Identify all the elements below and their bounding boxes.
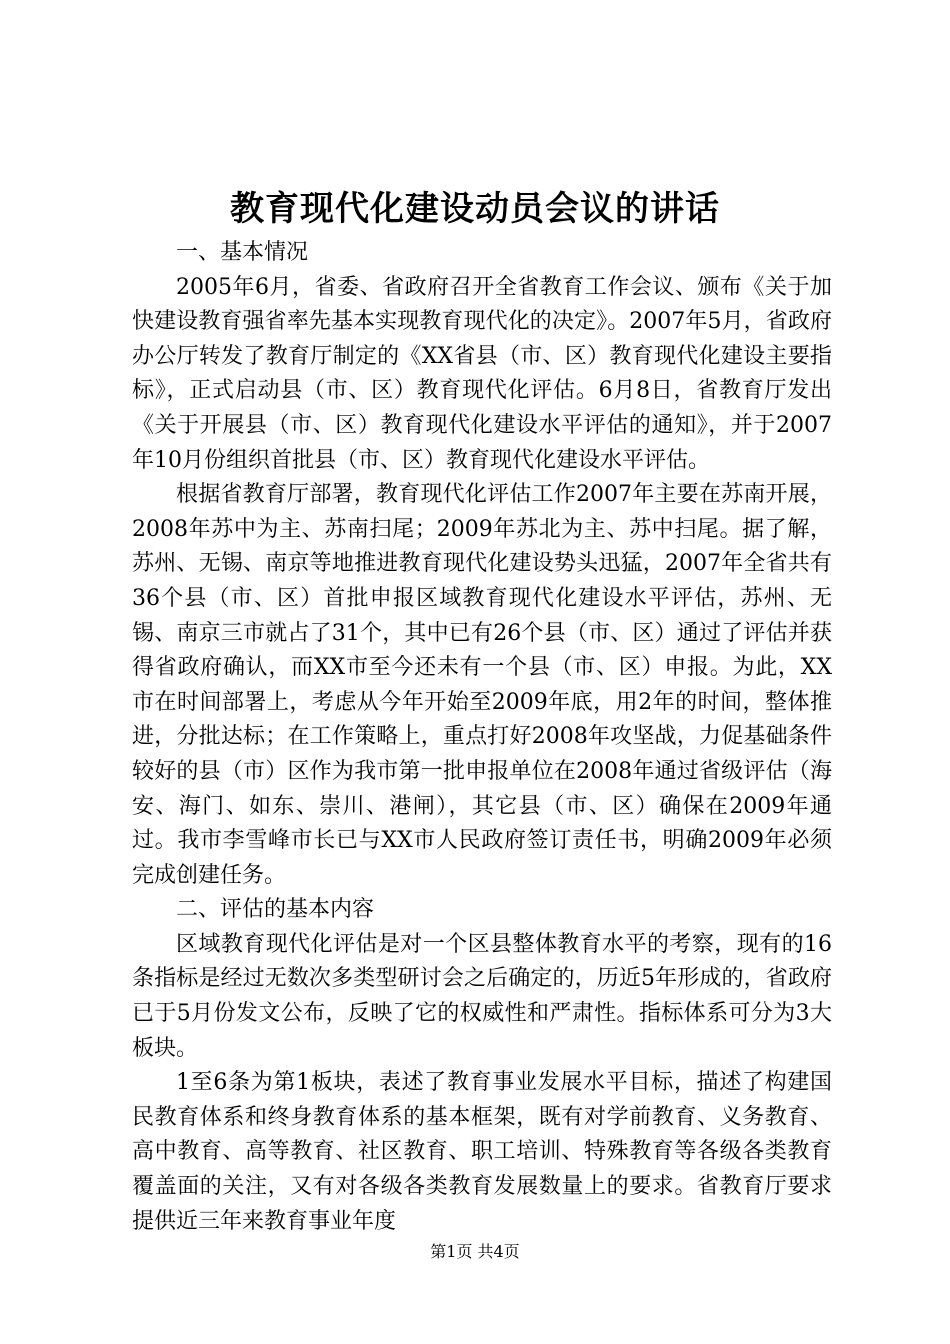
paragraph: 2005年6月，省委、省政府召开全省教育工作会议、颁布《关于加快建设教育强省率先基本实现教育现代化的决定》。2007年5月，省政府办公厅转发了教育厅制定的《XX省县（市、区）教育现代化建设主要指标》，正式启动县（市、区）教育现代化评估。6月8日，省教育厅发出《关于开展县（市、区）教育现代化建设水平评估的通知》，并于2007年10月份组织首批县（市、区）教育现代化建设水平评估。 — [132, 274, 832, 473]
paragraph: 1至6条为第1板块，表述了教育事业发展水平目标，描述了构建国民教育体系和终身教育体系的基本框架，既有对学前教育、义务教育、高中教育、高等教育、社区教育、职工培训、特殊教育等各级各类教育覆盖面的关注，又有对各级各类教育发展数量上的要求。省教育厅要求提供近三年来教育事业年度 — [132, 1070, 832, 1234]
document-title: 教育现代化建设动员会议的讲话 — [230, 189, 720, 229]
page-footer: 第1页 共4页 — [430, 1242, 520, 1261]
paragraph: 区域教育现代化评估是对一个区县整体教育水平的考察，现有的16条指标是经过无数次多类型研讨会之后确定的，历近5年形成的，省政府已于5月份发文公布，反映了它的权威性和严肃性。指标体系可分为3大板块。 — [132, 931, 832, 1061]
section-heading-basic-situation: 一、基本情况 — [176, 240, 309, 265]
paragraph: 根据省教育厅部署，教育现代化评估工作2007年主要在苏南开展，2008年苏中为主、苏南扫尾；2009年苏北为主、苏中扫尾。据了解，苏州、无锡、南京等地推进教育现代化建设势头迅猛，2007年全省共有36个县（市、区）首批申报区域教育现代化建设水平评估，苏州、无锡、南京三市就占了31个，其中已有26个县（市、区）通过了评估并获得省政府确认，而XX市至今还未有一个县（市、区）申报。为此，XX市在时间部署上，考虑从今年开始至2009年底，用2年的时间，整体推进，分批达标；在工作策略上，重点打好2008年攻坚战，力促基础条件较好的县（市）区作为我市第一批申报单位在2008年通过省级评估（海安、海门、如东、崇川、港闸），其它县（市、区）确保在2009年通过。我市李雪峰市长已与XX市人民政府签订责任书，明确2009年必须完成创建任务。 — [132, 482, 832, 888]
document-body — [132, 236, 832, 1239]
section-heading-evaluation-content: 二、评估的基本内容 — [176, 897, 375, 923]
